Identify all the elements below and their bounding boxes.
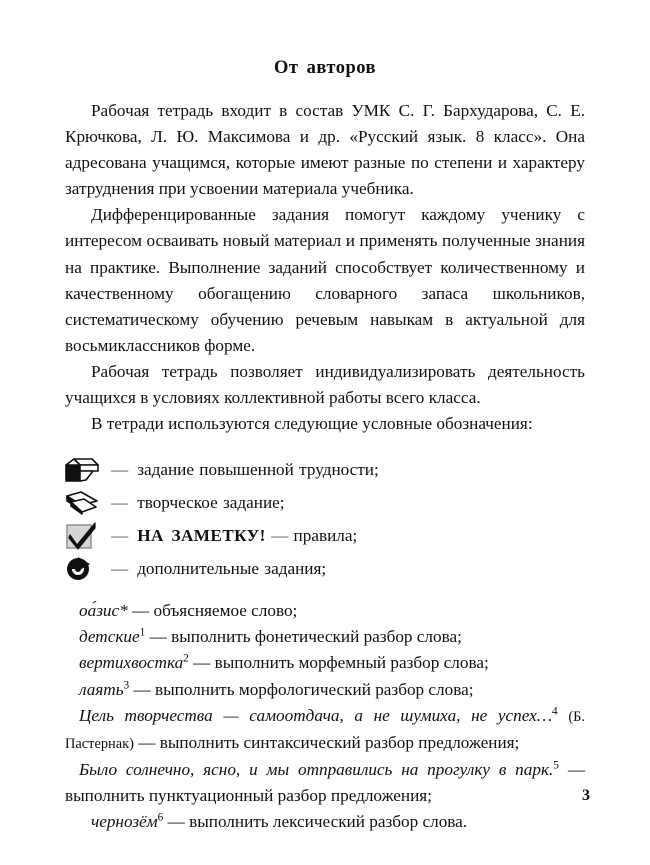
- mark-line-morphemic: [65, 650, 585, 676]
- legend-row-additional-task: [65, 552, 585, 585]
- paragraph-1: Рабочая тетрадь входит в состав УМК С. Г. Бархударова, С. Е. Крючкова, Л. Ю. Максимова и др. «Русский язык. 8 класс». Она адресована учащимся, которые имеют разные по степени и характеру затруднения при усвоении материала учебника.: [65, 101, 585, 199]
- checkmark-box-icon: [65, 522, 111, 550]
- mark-example: оа́зис*: [79, 601, 128, 621]
- legend-dash: —: [111, 459, 129, 479]
- legend-label: творческое задание;: [137, 492, 285, 512]
- mark-line-morphological: [65, 677, 585, 703]
- mark-superscript: 2: [183, 652, 189, 665]
- legend-row-rules-note: [65, 519, 585, 552]
- page-title: От авторов: [273, 58, 377, 78]
- legend-dash: —: [111, 558, 129, 578]
- page-number: 3: [582, 787, 590, 804]
- mark-line-phonetic: [65, 624, 585, 650]
- legend-row-creative-task: [65, 486, 585, 519]
- mark-dash: —: [149, 627, 167, 647]
- paragraph-3: Рабочая тетрадь позволяет индивидуализировать деятельность учащихся в условиях коллективной работы всего класса.: [65, 361, 585, 408]
- mark-line-explained-word: [65, 598, 585, 624]
- mark-superscript: 6: [157, 811, 164, 824]
- legend-note-label: НА ЗАМЕТКУ!: [137, 525, 266, 545]
- mark-example: Было солнечно, ясно, и мы отправились на прогулку в парк.: [79, 759, 554, 779]
- mark-description: выполнить фонетический разбор слова;: [171, 627, 462, 647]
- mark-superscript: 1: [139, 626, 146, 639]
- mark-line-syntactic: [65, 703, 585, 757]
- legend-label: задание повышенной трудности;: [137, 459, 379, 479]
- legend-label: дополнительные задания;: [137, 558, 327, 578]
- mark-dash: —: [133, 679, 151, 699]
- legend-note-dash: —: [265, 525, 294, 545]
- mark-example: детские: [79, 627, 140, 647]
- mark-dash: —: [138, 732, 156, 752]
- mark-description: выполнить лексический разбор слова.: [189, 811, 468, 831]
- paper-sheets-icon: [65, 491, 111, 515]
- page-content: [65, 58, 585, 835]
- mark-dash: —: [132, 601, 150, 621]
- mark-dash: —: [567, 759, 585, 779]
- mark-description: выполнить морфемный разбор слова;: [214, 653, 489, 673]
- legend-label: правила;: [293, 525, 358, 545]
- mark-line-lexical: [65, 809, 585, 835]
- legend-dash: —: [111, 492, 129, 512]
- mark-line-punctuation: [65, 757, 585, 809]
- mark-source: (Б. Пастернак): [65, 708, 586, 752]
- mark-superscript: 4: [552, 704, 558, 717]
- mark-examples-list: [65, 598, 585, 835]
- mark-description: выполнить морфологический разбор слова;: [154, 679, 474, 699]
- legend-row-difficult-task: [65, 453, 585, 486]
- mark-dash: —: [193, 653, 211, 673]
- mark-example: Цель творчества — самоотдача, а не шумиха, не успех…: [79, 705, 553, 725]
- legend-note-group: [137, 524, 357, 548]
- symbol-legend: [65, 453, 585, 585]
- legend-dash: —: [111, 525, 129, 545]
- mark-description: выполнить пунктуационный разбор предложения;: [65, 785, 432, 805]
- mark-example: лаять: [79, 679, 124, 699]
- paragraph-4: В тетради используются следующие условные обозначения:: [91, 414, 533, 434]
- curved-arrow-icon: [65, 556, 111, 582]
- paragraph-2: Дифференцированные задания помогут каждому ученику с интересом осваивать новый материал и применять полученные знания на практике. Выполнение заданий способствует количественному и качественному обогащению словарного запаса школьников, систематическому обучению речевым навыкам в актуальной для восьмиклассников форме.: [65, 205, 585, 355]
- mark-superscript: 5: [553, 759, 559, 772]
- mark-example: вертихвостка: [79, 653, 184, 673]
- box-3d-icon: [65, 458, 111, 482]
- mark-dash: —: [167, 811, 185, 831]
- mark-superscript: 3: [123, 678, 130, 691]
- mark-description: объясняемое слово;: [153, 601, 298, 621]
- mark-description: выполнить синтаксический разбор предложения;: [159, 732, 520, 752]
- mark-example: чернозём: [91, 811, 158, 831]
